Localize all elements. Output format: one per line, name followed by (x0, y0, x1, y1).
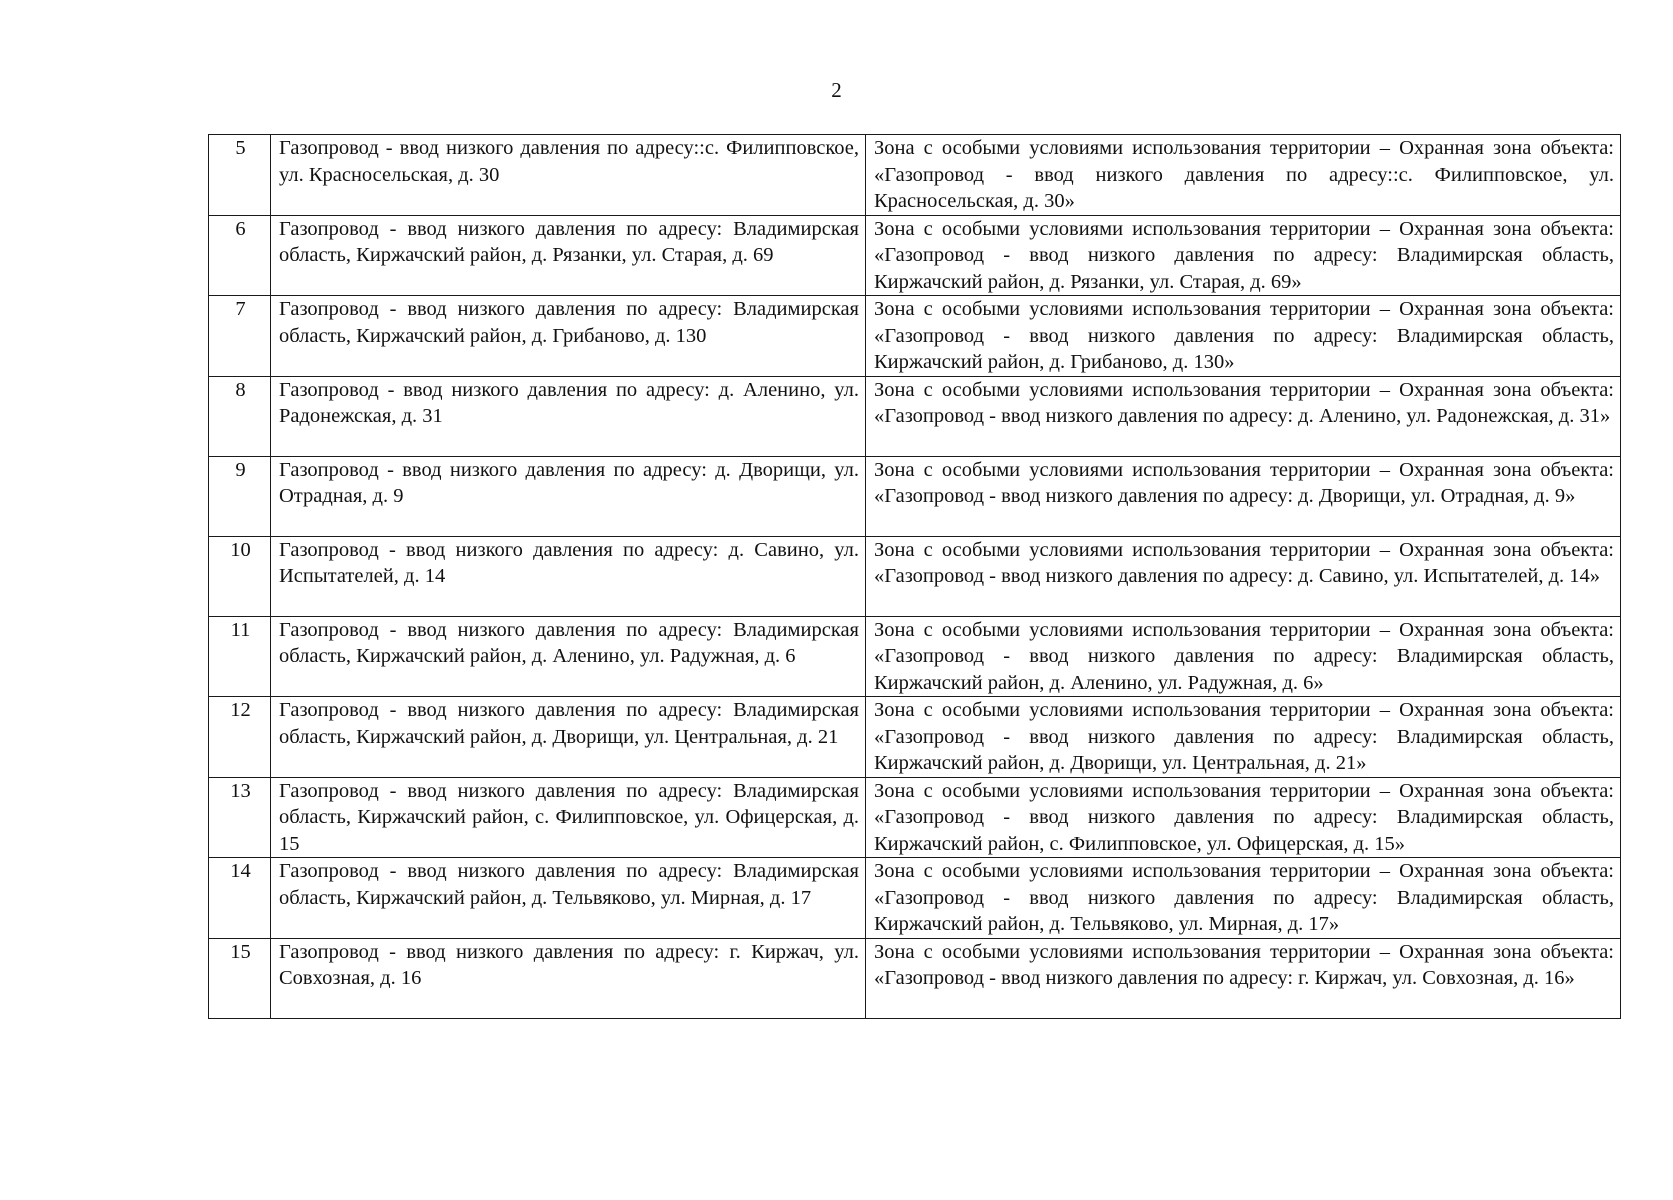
row-number: 5 (209, 135, 271, 216)
object-description: Газопровод - ввод низкого давления по адресу::с. Филипповское, ул. Красносельская, д. 30 (271, 135, 866, 216)
row-number: 13 (209, 777, 271, 858)
row-number: 6 (209, 215, 271, 296)
table-row (209, 777, 1621, 858)
table-row (209, 135, 1621, 216)
table-row (209, 616, 1621, 697)
table-row (209, 536, 1621, 616)
row-number: 10 (209, 536, 271, 616)
zone-description: Зона с особыми условиями использования территории – Охранная зона объекта: «Газопровод - ввод низкого давления по адресу: Владимирская область, Киржачский район, д. Тельвяково, ул. Мирная, д. 17» (866, 858, 1621, 939)
row-number: 15 (209, 938, 271, 1018)
row-number: 12 (209, 697, 271, 778)
zone-description: Зона с особыми условиями использования территории – Охранная зона объекта: «Газопровод - ввод низкого давления по адресу: Владимирская область, Киржачский район, д. Дворищи, ул. Центральная, д. 21» (866, 697, 1621, 778)
object-description: Газопровод - ввод низкого давления по адресу: д. Савино, ул. Испытателей, д. 14 (271, 536, 866, 616)
zone-description: Зона с особыми условиями использования территории – Охранная зона объекта: «Газопровод - ввод низкого давления по адресу: г. Киржач, ул. Совхозная, д. 16» (866, 938, 1621, 1018)
table-row (209, 858, 1621, 939)
protection-zones-table (208, 134, 1621, 1019)
object-description: Газопровод - ввод низкого давления по адресу: Владимирская область, Киржачский район, д. Тельвяково, ул. Мирная, д. 17 (271, 858, 866, 939)
zone-description: Зона с особыми условиями использования территории – Охранная зона объекта: «Газопровод - ввод низкого давления по адресу: д. Савино, ул. Испытателей, д. 14» (866, 536, 1621, 616)
zone-description: Зона с особыми условиями использования территории – Охранная зона объекта: «Газопровод - ввод низкого давления по адресу: Владимирская область, Киржачский район, д. Аленино, ул. Радужная, д. 6» (866, 616, 1621, 697)
row-number: 7 (209, 296, 271, 377)
row-number: 11 (209, 616, 271, 697)
object-description: Газопровод - ввод низкого давления по адресу: д. Аленино, ул. Радонежская, д. 31 (271, 376, 866, 456)
table-row (209, 296, 1621, 377)
object-description: Газопровод - ввод низкого давления по адресу: Владимирская область, Киржачский район, д. Дворищи, ул. Центральная, д. 21 (271, 697, 866, 778)
table-row (209, 376, 1621, 456)
table-row (209, 938, 1621, 1018)
object-description: Газопровод - ввод низкого давления по адресу: Владимирская область, Киржачский район, д. Рязанки, ул. Старая, д. 69 (271, 215, 866, 296)
page-number: 2 (831, 78, 842, 102)
object-description: Газопровод - ввод низкого давления по адресу: д. Дворищи, ул. Отрадная, д. 9 (271, 456, 866, 536)
object-description: Газопровод - ввод низкого давления по адресу: Владимирская область, Киржачский район, с. Филипповское, ул. Офицерская, д. 15 (271, 777, 866, 858)
row-number: 8 (209, 376, 271, 456)
table-row (209, 215, 1621, 296)
zone-description: Зона с особыми условиями использования территории – Охранная зона объекта: «Газопровод - ввод низкого давления по адресу::с. Филипповское, ул. Красносельская, д. 30» (866, 135, 1621, 216)
object-description: Газопровод - ввод низкого давления по адресу: г. Киржач, ул. Совхозная, д. 16 (271, 938, 866, 1018)
zone-description: Зона с особыми условиями использования территории – Охранная зона объекта: «Газопровод - ввод низкого давления по адресу: Владимирская область, Киржачский район, с. Филипповское, ул. Офицерская, д. 15» (866, 777, 1621, 858)
row-number: 14 (209, 858, 271, 939)
zone-description: Зона с особыми условиями использования территории – Охранная зона объекта: «Газопровод - ввод низкого давления по адресу: д. Аленино, ул. Радонежская, д. 31» (866, 376, 1621, 456)
object-description: Газопровод - ввод низкого давления по адресу: Владимирская область, Киржачский район, д. Аленино, ул. Радужная, д. 6 (271, 616, 866, 697)
zone-description: Зона с особыми условиями использования территории – Охранная зона объекта: «Газопровод - ввод низкого давления по адресу: Владимирская область, Киржачский район, д. Грибаново, д. 130» (866, 296, 1621, 377)
object-description: Газопровод - ввод низкого давления по адресу: Владимирская область, Киржачский район, д. Грибаново, д. 130 (271, 296, 866, 377)
row-number: 9 (209, 456, 271, 536)
table-row (209, 697, 1621, 778)
table-row (209, 456, 1621, 536)
zone-description: Зона с особыми условиями использования территории – Охранная зона объекта: «Газопровод - ввод низкого давления по адресу: Владимирская область, Киржачский район, д. Рязанки, ул. Старая, д. 69» (866, 215, 1621, 296)
zone-description: Зона с особыми условиями использования территории – Охранная зона объекта: «Газопровод - ввод низкого давления по адресу: д. Дворищи, ул. Отрадная, д. 9» (866, 456, 1621, 536)
